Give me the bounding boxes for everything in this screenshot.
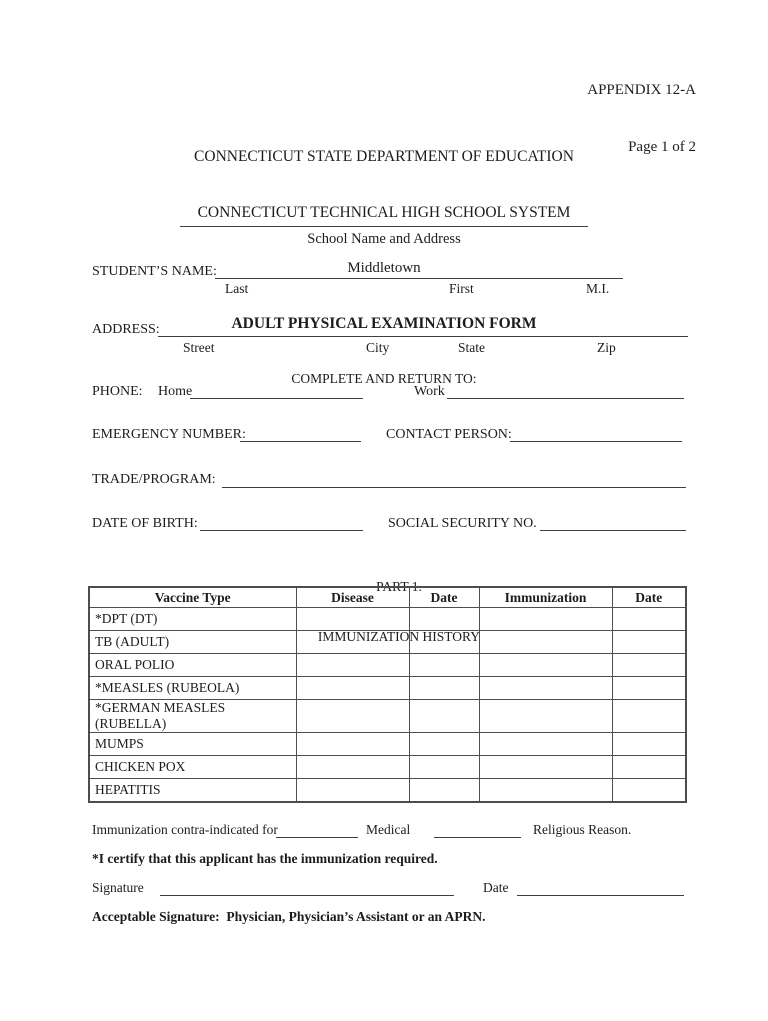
immunization-cell[interactable] [479,756,612,779]
disease-cell[interactable] [296,654,409,677]
address-sub-street: Street [183,340,215,355]
phone-home-blank[interactable] [190,398,363,399]
date-cell[interactable] [612,677,686,700]
table-row [89,700,686,733]
date-cell[interactable] [409,756,479,779]
signature-blank[interactable] [160,895,454,896]
trade-program-label: TRADE/PROGRAM: [92,472,216,487]
student-name-label: STUDENT’S NAME: [92,264,217,279]
page-number: Page 1 of 2 [628,139,696,155]
table-row [89,779,686,803]
disease-cell[interactable] [296,733,409,756]
immunization-table [88,586,687,803]
disease-cell[interactable] [296,677,409,700]
signature-label: Signature [92,880,144,895]
address-sub-zip: Zip [597,340,616,355]
date-cell[interactable] [612,779,686,803]
address-sub-state: State [458,340,485,355]
vaccine-name: ORAL POLIO [89,654,296,677]
student-name-sub-mi: M.I. [586,281,610,296]
date-of-birth-label: DATE OF BIRTH: [92,516,198,531]
vaccine-name: *GERMAN MEASLES (RUBELLA) [89,700,296,733]
contact-person-label: CONTACT PERSON: [386,427,512,442]
immunization-cell[interactable] [479,779,612,803]
student-name-sub-first: First [449,281,474,296]
contact-person-blank[interactable] [510,441,682,442]
contra-medical-label: Medical [366,822,411,837]
date-cell[interactable] [612,756,686,779]
contra-religious-label: Religious Reason. [533,822,632,837]
table-row [89,733,686,756]
appendix-label: APPENDIX 12-A [587,82,696,98]
phone-label: PHONE: [92,384,143,399]
immunization-cell[interactable] [479,677,612,700]
immunization-cell[interactable] [479,700,612,733]
address-label: ADDRESS: [92,322,160,337]
date-cell[interactable] [409,631,479,654]
immunization-cell[interactable] [479,654,612,677]
trade-program-blank[interactable] [222,487,686,488]
date-cell[interactable] [409,779,479,803]
form-title: ADULT PHYSICAL EXAMINATION FORM [231,314,537,332]
date-cell[interactable] [612,654,686,677]
contra-indicated-label: Immunization contra-indicated for [92,822,278,837]
emergency-number-blank[interactable] [240,441,361,442]
contra-medical-blank[interactable] [276,837,358,838]
phone-home-label: Home [158,384,193,399]
disease-cell[interactable] [296,700,409,733]
part1-title: PART 1. [376,579,422,594]
date-blank[interactable] [517,895,684,896]
col-header-vaccine-type: Vaccine Type [89,587,296,608]
address-blank[interactable] [158,336,688,337]
vaccine-name: *MEASLES (RUBEOLA) [89,677,296,700]
date-cell[interactable] [409,700,479,733]
school-name-blank[interactable] [180,226,588,227]
disease-cell[interactable] [296,779,409,803]
emergency-number-label: EMERGENCY NUMBER: [92,427,246,442]
col-header-immunization: Immunization [479,587,612,608]
vaccine-name: TB (ADULT) [89,631,296,654]
date-label: Date [483,880,509,895]
table-header-row [89,587,686,608]
col-header-date1: Date [409,587,479,608]
school-line-caption: School Name and Address [307,231,461,247]
phone-work-blank[interactable] [447,398,684,399]
col-header-date2: Date [612,587,686,608]
contra-religious-blank[interactable] [434,837,521,838]
disease-cell[interactable] [296,631,409,654]
date-cell[interactable] [612,733,686,756]
date-cell[interactable] [612,700,686,733]
table-row [89,608,686,631]
immunization-cell[interactable] [479,631,612,654]
part1-subtitle: IMMUNIZATION HISTORY [317,628,481,644]
date-of-birth-blank[interactable] [200,530,363,531]
address-sub-city: City [366,340,390,355]
date-cell[interactable] [409,608,479,631]
phone-work-label: Work [414,384,445,399]
header-system: CONNECTICUT TECHNICAL HIGH SCHOOL SYSTEM [197,203,571,221]
return-to-label: COMPLETE AND RETURN TO: [291,371,477,386]
student-name-blank[interactable] [215,278,623,279]
date-cell[interactable] [409,654,479,677]
col-header-disease: Disease [296,587,409,608]
immunization-cell[interactable] [479,733,612,756]
header-department: CONNECTICUT STATE DEPARTMENT OF EDUCATION [194,148,574,165]
acceptable-signature-note: Acceptable Signature: Physician, Physician’s Assistant or an APRN. [92,909,486,924]
certify-statement: *I certify that this applicant has the immunization required. [92,851,438,866]
table-row [89,654,686,677]
date-cell[interactable] [409,677,479,700]
disease-cell[interactable] [296,608,409,631]
ssn-blank[interactable] [540,530,686,531]
vaccine-name: HEPATITIS [89,779,296,803]
date-cell[interactable] [409,733,479,756]
vaccine-name: *DPT (DT) [89,608,296,631]
date-cell[interactable] [612,631,686,654]
student-name-sub-last: Last [225,281,249,296]
vaccine-name: CHICKEN POX [89,756,296,779]
table-row [89,631,686,654]
table-row [89,756,686,779]
immunization-cell[interactable] [479,608,612,631]
date-cell[interactable] [612,608,686,631]
disease-cell[interactable] [296,756,409,779]
ssn-label: SOCIAL SECURITY NO. [388,516,537,531]
vaccine-name: MUMPS [89,733,296,756]
table-row [89,677,686,700]
header-town: Middletown [347,260,421,276]
